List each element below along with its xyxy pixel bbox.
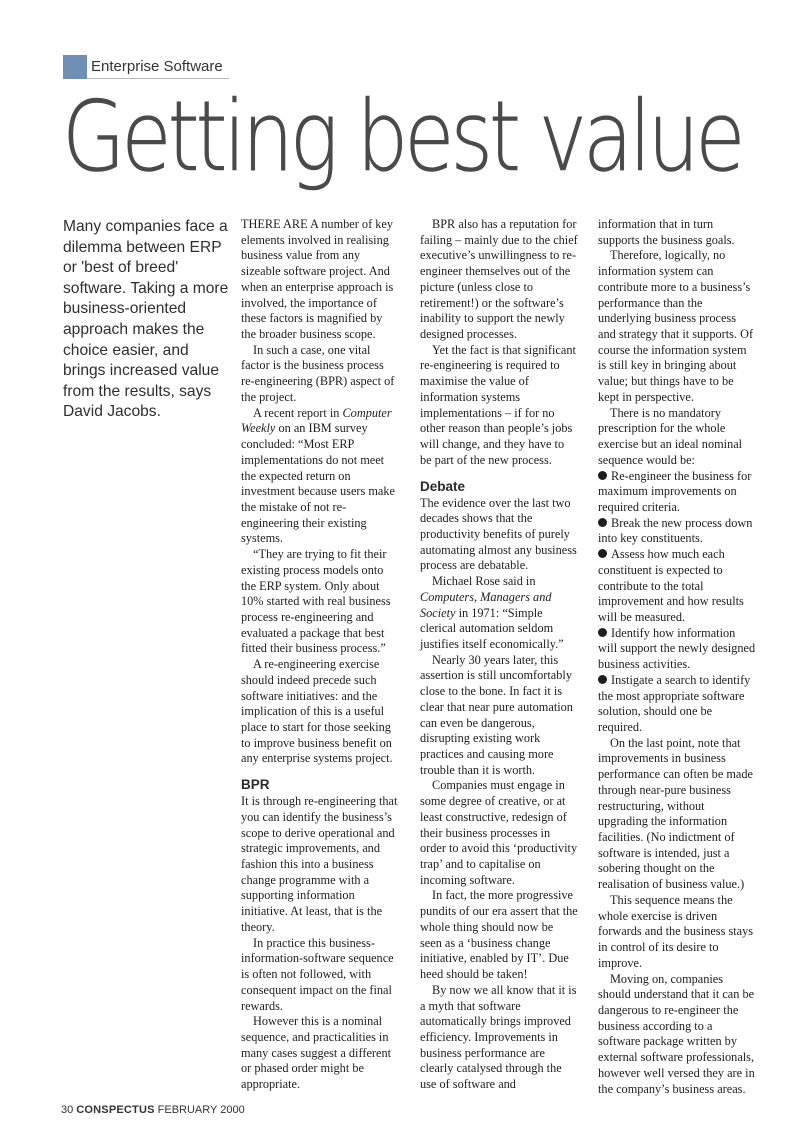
paragraph: Therefore, logically, no information system can contribute more to a business’s performance than the underlying business process and strategy that it supports. Of course the information system is still key in bringing about value; but things have to be kept in perspective.	[598, 248, 754, 404]
article-column-2	[420, 217, 578, 1093]
paragraph: Yet the fact is that significant re-engineering is required to maximise the value of information systems implementations – if for no other reason than people’s jobs will change, and they have to be part of the new process.	[420, 342, 576, 467]
bullet-item: Identify how information will support the newly designed business activities.	[598, 625, 756, 672]
paragraph: information that in turn supports the business goals.	[598, 217, 735, 247]
paragraph: A re-engineering exercise should indeed precede such software initiatives: and the implication of this is a useful place to start for those seeking to improve business benefit on any enterprise systems project.	[241, 657, 393, 766]
section-label: Enterprise Software	[91, 58, 223, 75]
paragraph: By now we all know that it is a myth that software automatically brings improved efficiency. Improvements in business performance are clearly catalysed through the use of software and	[420, 982, 577, 1092]
subheading-bpr: BPR	[241, 777, 270, 793]
paragraph: In such a case, one vital factor is the business process re-engineering (BPR) aspect of the project.	[241, 342, 395, 404]
paragraph: Michael Rose said in Computers, Managers and Society in 1971: “Simple clerical automation seldom justifies itself economically.”	[420, 574, 564, 651]
paragraph: However this is a nominal sequence, and practicalities in many cases suggest a different or phased order might be appropriate.	[241, 1014, 392, 1092]
paragraph: The evidence over the last two decades shows that the productivity benefits of purely automating almost any business process are debatable.	[420, 495, 577, 573]
paragraph: THERE ARE A number of key elements involved in realising business value from any sizeable software project. And when an enterprise approach is involved, the importance of these factors is magnified by the broader business scope.	[241, 217, 394, 342]
subheading-debate: Debate	[420, 478, 466, 494]
issue-date: FEBRUARY 2000	[157, 1104, 245, 1116]
paragraph: In practice this business-information-software sequence is often not followed, with consequent impact on the final rewards.	[241, 935, 394, 1013]
paragraph: Companies must engage in some degree of creative, or at least constructive, redesign of their business processes in order to avoid this ‘productivity trap’ and to capitalise on incoming software.	[420, 778, 578, 887]
article-column-3	[598, 217, 756, 1097]
bullet-item: Break the new process down into key constituents.	[598, 516, 756, 547]
page-footer	[61, 1104, 245, 1116]
paragraph: Moving on, companies should understand that it can be dangerous to re-engineer the business according to a software package written by external software professionals, however well versed they are in the company’s business areas.	[598, 971, 755, 1096]
paragraph: This sequence means the whole exercise is driven forwards and the business stays in control of its desire to improve.	[598, 892, 754, 970]
paragraph: A recent report in Computer Weekly on an IBM survey concluded: “Most ERP implementations do not meet the expected return on investment because users make the mistake of not re-engineering their existing systems.	[241, 405, 395, 546]
bullet-item: Assess how much each constituent is expected to contribute to the total improvement and how results will be measured.	[598, 547, 756, 626]
bullet-item: Instigate a search to identify the most appropriate software solution, should one be required.	[598, 673, 756, 736]
section-tag	[63, 55, 229, 79]
page-number: 30	[61, 1104, 74, 1116]
paragraph: BPR also has a reputation for failing – mainly due to the chief executive’s unwillingness to re-engineer themselves out of the picture (unless close to retirement!) or the software’s inability to support the newly designed processes.	[420, 217, 578, 342]
magazine-name: CONSPECTUS	[76, 1104, 155, 1116]
section-color-square	[63, 55, 87, 79]
paragraph: It is through re-engineering that you can identify the business’s scope to derive operational and strategic improvements, and fashion this into a business change programme with a supporting information initiative. At least, that is the theory.	[241, 794, 398, 934]
publication-name: Computer Weekly	[241, 405, 392, 436]
paragraph: In fact, the more progressive pundits of our era assert that the whole thing should now be seen as a ‘business change initiative, enabled by IT’. Due heed should be taken!	[420, 888, 578, 982]
paragraph: Nearly 30 years later, this assertion is still uncomfortably close to the bone. In fact it is clear that near pure automation can even be dangerous, disrupting existing work practices and causing more trouble than it is worth.	[420, 652, 573, 777]
paragraph: There is no mandatory prescription for the whole exercise but an ideal nominal sequence would be:	[598, 405, 743, 467]
paragraph: On the last point, note that improvements in business performance can often be made through near-pure business restructuring, without upgrading the information facilities. (No indictment of software is intended, just a sobering thought on the realisation of business value.)	[598, 735, 753, 892]
paragraph: “They are trying to fit their existing process models onto the ERP system. Only about 10% started with real business process re-engineering and evaluated a package that best fitted their business process.”	[241, 547, 391, 656]
article-column-1	[241, 217, 399, 1093]
publication-name: Computers, Managers and Society	[420, 589, 552, 620]
bullet-item: Re-engineer the business for maximum improvements on required criteria.	[598, 469, 756, 516]
article-title: Getting best value	[62, 80, 742, 193]
article-standfirst: Many companies face a dilemma between ERP or 'best of breed' software. Taking a more business-oriented approach makes the choice easier, and brings increased value from the results, says David Jacobs.	[63, 218, 229, 421]
